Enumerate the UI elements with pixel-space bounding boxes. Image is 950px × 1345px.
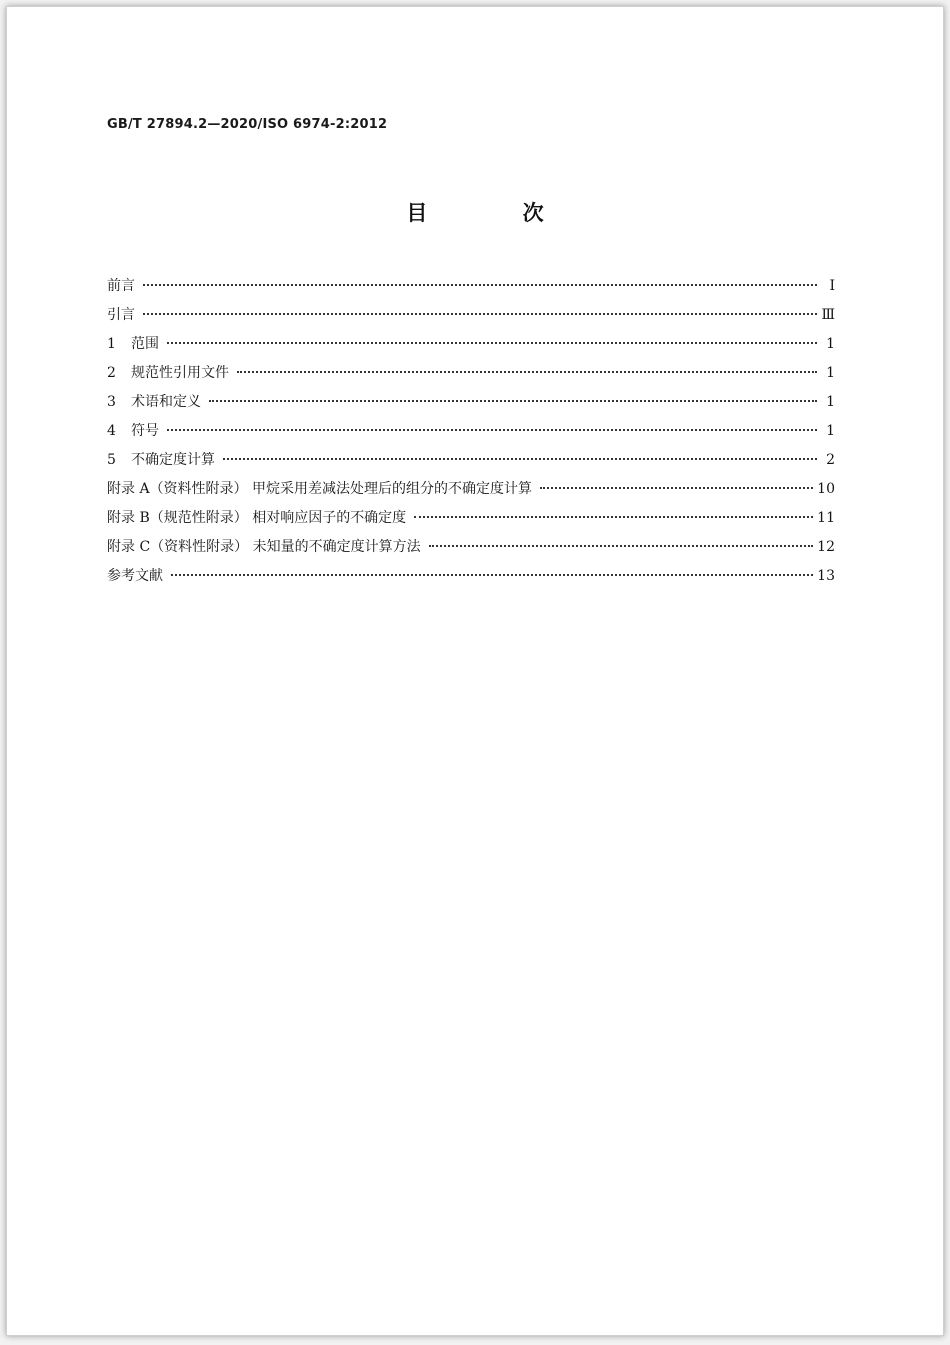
toc-entry-preface[interactable] [107, 275, 835, 304]
toc-page-number: 1 [826, 394, 835, 410]
toc-entry-symbols[interactable] [107, 420, 835, 449]
toc-section-number: 3 [107, 394, 116, 410]
toc-dot-leader [209, 400, 817, 402]
toc-entry-label: 4 符号 [107, 423, 159, 439]
toc-dot-leader [237, 371, 817, 373]
toc-page-number: 10 [817, 481, 835, 497]
toc-title: 目 次 [406, 201, 588, 225]
toc-entry-label: 5 不确定度计算 [107, 452, 215, 468]
toc-page-number: Ⅰ [829, 278, 835, 294]
toc-dot-leader [171, 574, 813, 576]
toc-page-number: 13 [817, 568, 835, 584]
toc-page-number: 1 [826, 365, 835, 381]
toc-section-number: 5 [107, 452, 116, 468]
toc-page-number: 11 [817, 510, 835, 526]
toc-page-number: 1 [826, 336, 835, 352]
toc-entry-uncertainty-calculation[interactable] [107, 449, 835, 478]
toc-page-number: 2 [826, 452, 835, 468]
toc-entry-normative-references[interactable] [107, 362, 835, 391]
toc-entry-bibliography[interactable] [107, 565, 835, 594]
toc-dot-leader [540, 487, 813, 489]
toc-page-number: 12 [817, 539, 835, 555]
toc-entry-label: 前言 [107, 278, 135, 294]
toc-entry-label: 附录 A（资料性附录） 甲烷采用差减法处理后的组分的不确定度计算 [107, 481, 533, 497]
toc-dot-leader [143, 284, 817, 286]
toc-entry-label: 附录 B（规范性附录） 相对响应因子的不确定度 [107, 510, 407, 526]
toc-dot-leader [414, 516, 813, 518]
toc-entry-annex-a[interactable] [107, 478, 835, 507]
toc-entry-scope[interactable] [107, 333, 835, 362]
toc-dot-leader [167, 342, 817, 344]
toc-section-number: 1 [107, 336, 116, 352]
toc-entry-label: 1 范围 [107, 336, 159, 352]
toc-entry-terms-definitions[interactable] [107, 391, 835, 420]
toc-entry-annex-b[interactable] [107, 507, 835, 536]
toc-entry-label: 2 规范性引用文件 [107, 365, 229, 381]
toc-dot-leader [429, 545, 814, 547]
toc-entry-label: 参考文献 [107, 568, 163, 584]
toc-dot-leader [167, 429, 817, 431]
toc-section-number: 4 [107, 423, 116, 439]
toc-dot-leader [143, 313, 817, 315]
document-page [6, 6, 944, 1336]
toc-dot-leader [223, 458, 817, 460]
toc-entry-introduction[interactable] [107, 304, 835, 333]
table-of-contents [107, 275, 835, 594]
toc-section-number: 2 [107, 365, 116, 381]
toc-entry-annex-c[interactable] [107, 536, 835, 565]
toc-page-number: 1 [826, 423, 835, 439]
toc-entry-label: 引言 [107, 307, 135, 323]
toc-entry-label: 3 术语和定义 [107, 394, 201, 410]
toc-entry-label: 附录 C（资料性附录） 未知量的不确定度计算方法 [107, 539, 421, 555]
standard-code: GB/T 27894.2—2020/ISO 6974-2:2012 [107, 117, 388, 132]
toc-page-number: Ⅲ [821, 307, 835, 323]
